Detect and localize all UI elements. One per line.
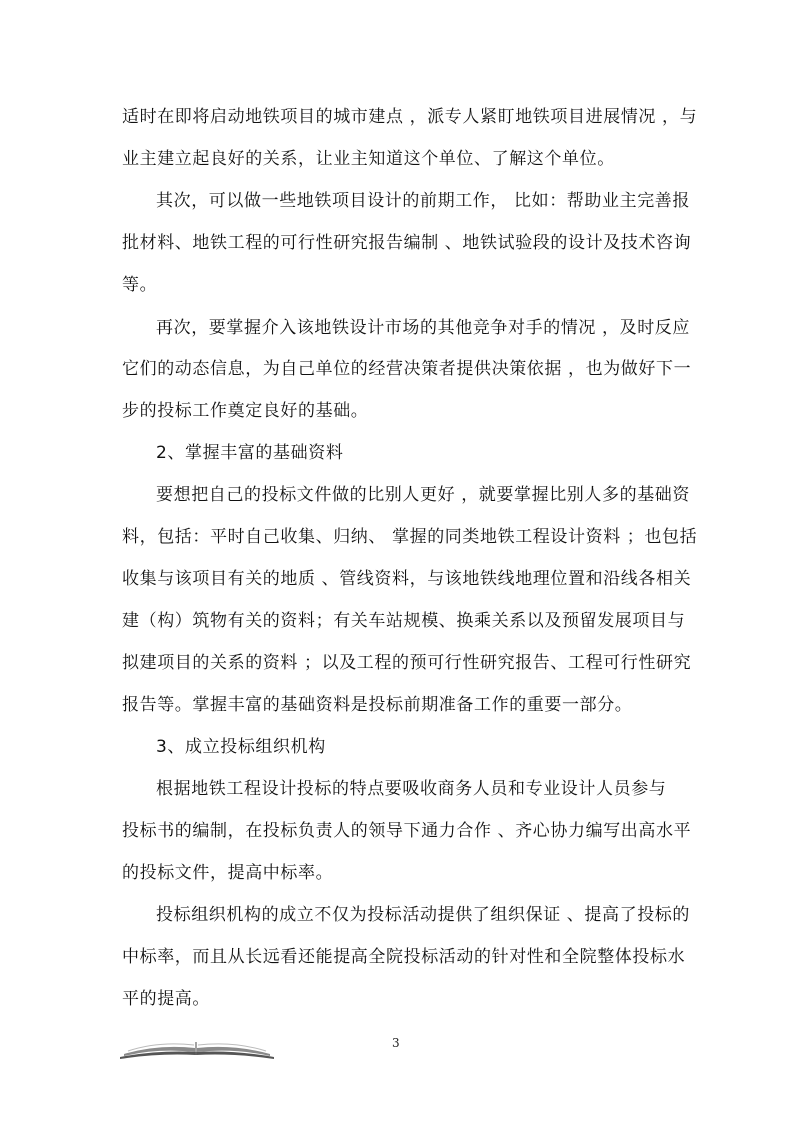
body-text-line: 业主建立起良好的关系，让业主知道这个单位、了解这个单位。 [122, 149, 615, 169]
open-book-icon [118, 1036, 276, 1060]
body-text-line: 等。 [122, 275, 158, 295]
body-text-line: 报告等。掌握丰富的基础资料是投标前期准备工作的重要一部分。 [122, 695, 633, 715]
body-text-line: 它们的动态信息，为自己单位的经营决策者提供决策依据 ，也为做好下一 [122, 359, 692, 379]
paragraph-first-line: 再次，要掌握介入该地铁设计市场的其他竞争对手的情况 ，及时反应 [156, 318, 691, 338]
paragraph-first-line: 要想把自己的投标文件做的比别人更好 ，就要掌握比别人多的基础资 [156, 485, 691, 505]
body-text-line: 料，包括：平时自己收集、归纳、 掌握的同类地铁工程设计资料 ；也包括 [122, 527, 698, 547]
body-text-line: 适时在即将启动地铁项目的城市建点 ，派专人紧盯地铁项目进展情况 ，与 [122, 107, 698, 127]
body-text-line: 收集与该项目有关的地质 、管线资料，与该地铁线地理位置和沿线各相关 [122, 569, 692, 589]
paragraph-first-line: 根据地铁工程设计投标的特点要吸收商务人员和专业设计人员参与 [156, 779, 667, 799]
body-text-line: 拟建项目的关系的资料 ；以及工程的预可行性研究报告、工程可行性研究 [122, 653, 692, 673]
body-text-line: 投标书的编制，在投标负责人的领导下通力合作 、齐心协力编写出高水平 [122, 821, 692, 841]
section-heading: 3、成立投标组织机构 [156, 737, 326, 757]
body-text-line: 平的提高。 [122, 989, 210, 1009]
section-heading: 2、掌握丰富的基础资料 [156, 443, 344, 463]
body-text-line: 建（构）筑物有关的资料；有关车站规模、换乘关系以及预留发展项目与 [122, 611, 686, 631]
body-text-line: 批材料、地铁工程的可行性研究报告编制 、地铁试验段的设计及技术咨询 [122, 233, 692, 253]
body-text-line: 中标率，而且从长远看还能提高全院投标活动的针对性和全院整体投标水 [122, 947, 686, 967]
paragraph-first-line: 其次，可以做一些地铁项目设计的前期工作， 比如：帮助业主完善报 [156, 191, 691, 211]
body-text-line: 的投标文件，提高中标率。 [122, 863, 334, 883]
paragraph-first-line: 投标组织机构的成立不仅为投标活动提供了组织保证 、提高了投标的 [156, 905, 691, 925]
page-number: 3 [392, 1036, 400, 1050]
body-text-line: 步的投标工作奠定良好的基础。 [122, 401, 369, 421]
